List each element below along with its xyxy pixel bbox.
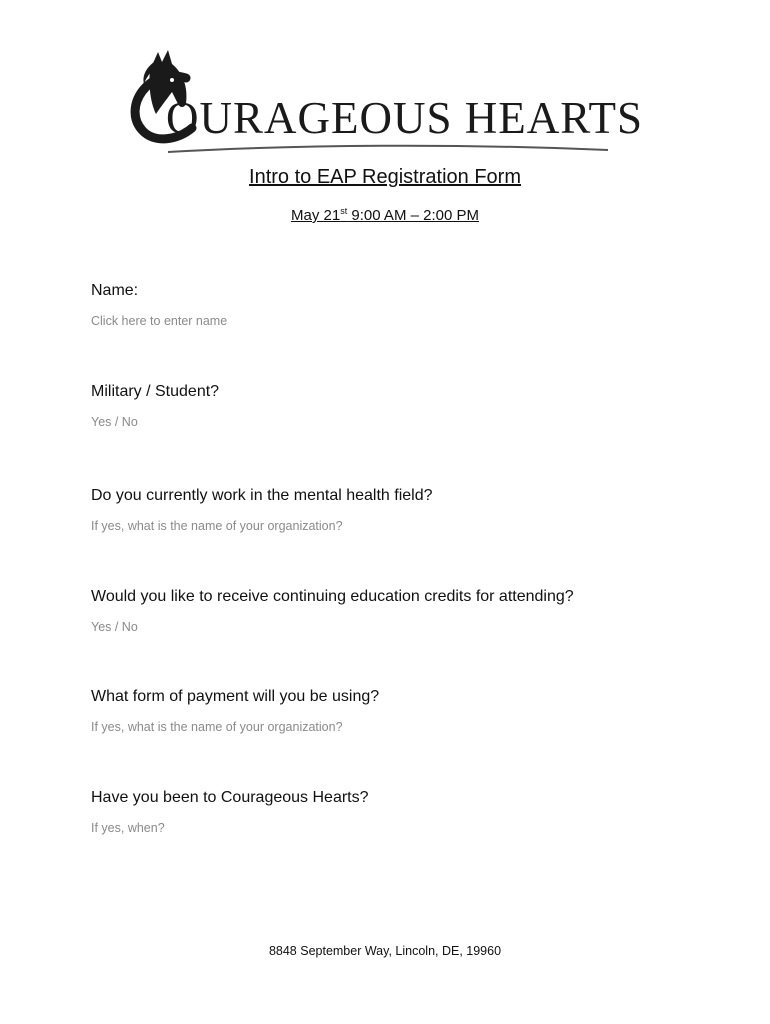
military-student-label: Military / Student? bbox=[91, 383, 220, 400]
name-label: Name: bbox=[91, 282, 139, 299]
footer-address: 8848 September Way, Lincoln, DE, 19960 bbox=[268, 944, 502, 958]
logo-swoosh bbox=[168, 146, 608, 152]
event-date: May 21st 9:00 AM – 2:00 PM bbox=[291, 206, 479, 224]
logo-wordmark: OURAGEOUS HEARTS bbox=[166, 93, 644, 143]
previous-visit-label: Have you been to Courageous Hearts? bbox=[91, 789, 369, 806]
ce-credits-input[interactable]: Yes / No bbox=[91, 620, 138, 634]
military-student-field bbox=[91, 383, 219, 429]
mental-health-field bbox=[91, 487, 433, 533]
payment-field bbox=[91, 688, 379, 734]
name-field bbox=[91, 282, 227, 328]
ce-credits-label: Would you like to receive continuing education credits for attending? bbox=[91, 588, 574, 605]
payment-input[interactable]: If yes, what is the name of your organization? bbox=[91, 720, 343, 734]
name-input[interactable]: Click here to enter name bbox=[91, 314, 228, 328]
mental-health-label: Do you currently work in the mental health field? bbox=[91, 487, 433, 504]
ce-credits-field bbox=[91, 588, 574, 634]
previous-visit-input[interactable]: If yes, when? bbox=[91, 821, 165, 835]
military-student-input[interactable]: Yes / No bbox=[91, 415, 138, 429]
logo bbox=[128, 48, 643, 158]
previous-visit-field bbox=[91, 789, 369, 835]
page-title: Intro to EAP Registration Form bbox=[249, 166, 521, 188]
payment-label: What form of payment will you be using? bbox=[91, 688, 380, 705]
mental-health-input[interactable]: If yes, what is the name of your organization? bbox=[91, 519, 343, 533]
